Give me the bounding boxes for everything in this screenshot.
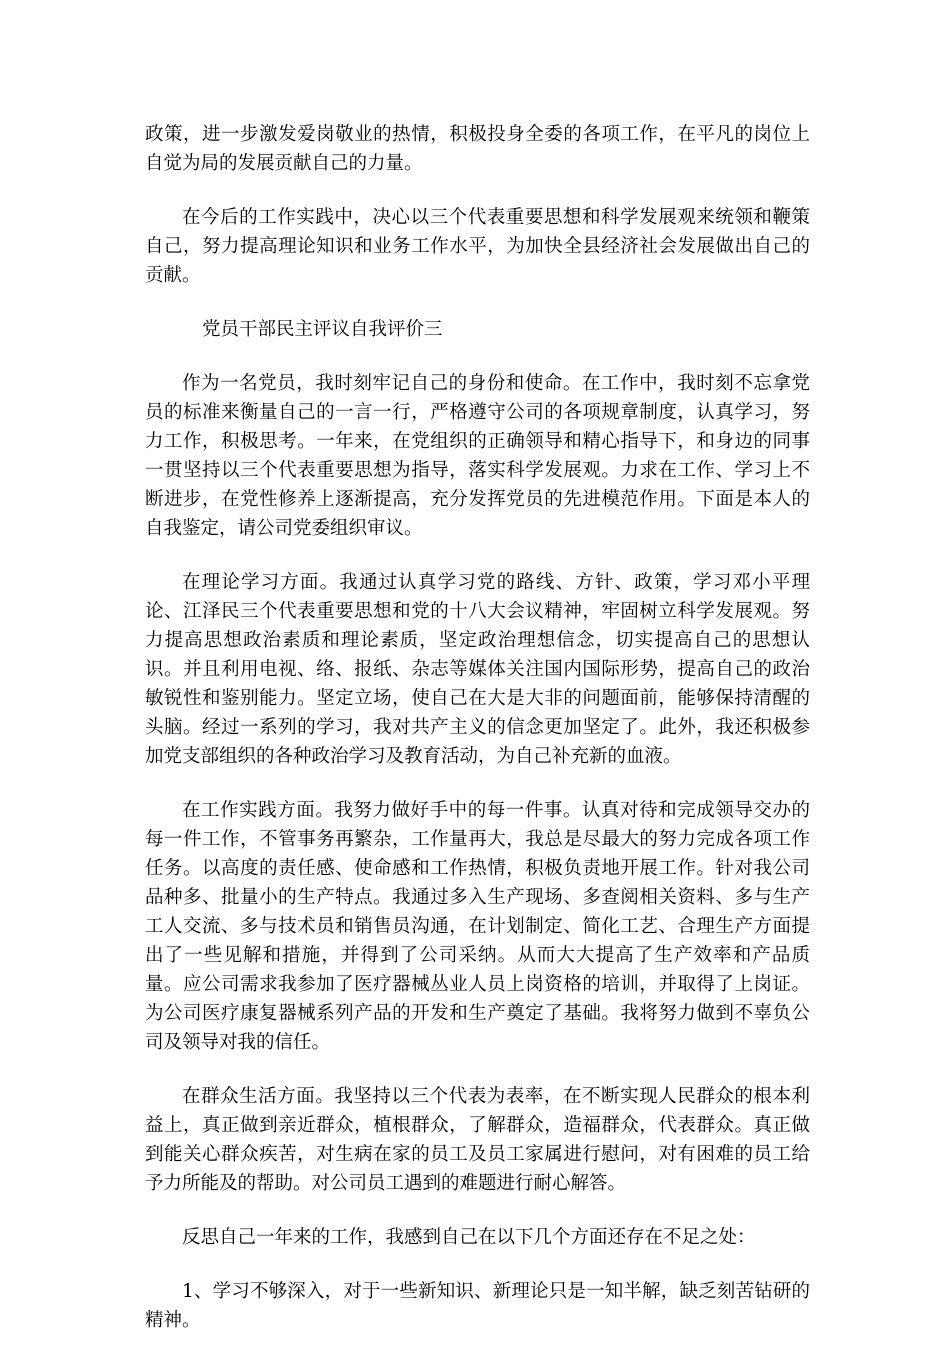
paragraph-work-practice: 在工作实践方面。我努力做好手中的每一件事。认真对待和完成领导交办的每一件工作，不管事务再繁杂，工作量再大，我总是尽最大的努力完成各项工作任务。以高度的责任感、使命感和工作热情，积极负责地开展工作。针对我公司品种多、批量小的生产特点。我通过多入生产现场、多查阅相关资料、多与生产工人交流、多与技术员和销售员沟通，在计划制定、简化工艺、合理生产方面提出了一些见解和措施，并得到了公司采纳。从而大大提高了生产效率和产品质量。应公司需求我参加了医疗器械丛业人员上岗资格的培训，并取得了上岗证。为公司医疗康复器械系列产品的开发和生产奠定了基础。我将努力做到不辜负公司及领导对我的信任。 (145, 800, 810, 1053)
paragraph-reflection: 反思自己一年来的工作，我感到自己在以下几个方面还存在不足之处： (182, 1227, 756, 1248)
paragraph-future-work: 在今后的工作实践中，决心以三个代表重要思想和科学发展观来统领和鞭策自己，努力提高理论知识和业务工作水平，为加快全县经济社会发展做出自己的贡献。 (145, 207, 810, 286)
paragraph-mass-life: 在群众生活方面。我坚持以三个代表为表率，在不断实现人民群众的根本利益上，真正做到亲近群众，植根群众，了解群众，造福群众，代表群众。真正做到能关心群众疾苦，对生病在家的员工及员工家属进行慰问，对有困难的员工给予力所能及的帮助。对公司员工遇到的难题进行耐心解答。 (145, 1086, 810, 1194)
paragraph-intro: 作为一名党员，我时刻牢记自己的身份和使命。在工作中，我时刻不忘拿党员的标准来衡量自己的一言一行，严格遵守公司的各项规章制度，认真学习，努力工作，积极思考。一年来，在党组织的正确领导和精心指导下，和身边的同事一贯坚持以三个代表重要思想为指导，落实科学发展观。力求在工作、学习上不断进步，在党性修养上逐渐提高，充分发挥党员的先进模范作用。下面是本人的自我鉴定，请公司党委组织审议。 (145, 373, 810, 539)
section-heading: 党员干部民主评议自我评价三 (202, 319, 443, 340)
paragraph-theory-study: 在理论学习方面。我通过认真学习党的路线、方针、政策，学习邓小平理论、江泽民三个代表重要思想和党的十八大会议精神，牢固树立科学发展观。努力提高思想政治素质和理论素质，坚定政治理想信念，切实提高自己的思想认识。并且利用电视、络、报纸、杂志等媒体关注国内国际形势，提高自己的政治敏锐性和鉴别能力。坚定立场，使自己在大是大非的问题面前，能够保持清醒的头脑。经过一系列的学习，我对共产主义的信念更加坚定了。此外，我还积极参加党支部组织的各种政治学习及教育活动，为自己补充新的血液。 (145, 572, 810, 767)
paragraph-continued: 政策，进一步激发爱岗敬业的热情，积极投身全委的各项工作，在平凡的岗位上自觉为局的发展贡献自己的力量。 (145, 124, 810, 174)
document-body (145, 120, 810, 1360)
paragraph-shortcoming-1: 1、学习不够深入，对于一些新知识、新理论只是一知半解，缺乏刻苦钻研的精神。 (145, 1281, 810, 1331)
